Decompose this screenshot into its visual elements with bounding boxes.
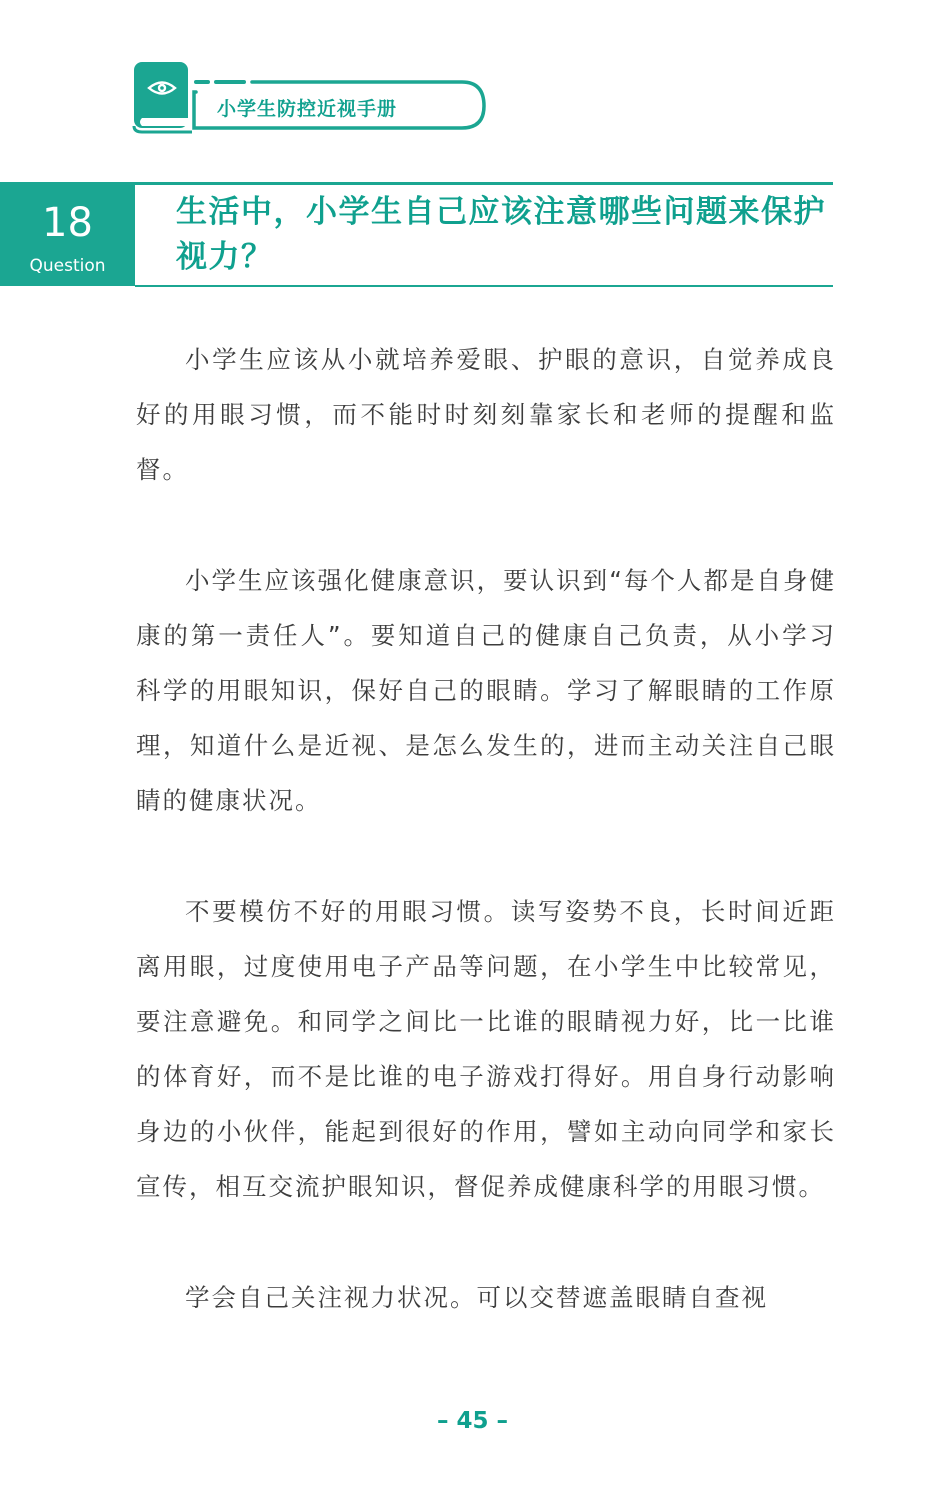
paragraph: 学会自己关注视力状况。可以交替遮盖眼睛自查视 <box>185 1283 768 1312</box>
question-title: 生活中，小学生自己应该注意哪些问题来保护视力？ <box>176 194 826 275</box>
book-header <box>132 60 492 134</box>
paragraph: 小学生应该从小就培养爱眼、护眼的意识，自觉养成良好的用眼习惯，而不能时时刻刻靠家长和老师的提醒和监督。 <box>136 345 836 484</box>
book-title: 小学生防控近视手册 <box>216 98 397 120</box>
eye-icon <box>147 78 177 98</box>
question-badge <box>0 185 135 286</box>
page-number: – 45 – <box>436 1408 509 1434</box>
title-bottom-rule <box>135 285 833 287</box>
question-number: 18 <box>42 200 93 246</box>
paragraph: 小学生应该强化健康意识，要认识到“每个人都是自身健康的第一责任人”。要知道自己的健康自己负责，从小学习科学的用眼知识，保好自己的眼睛。学习了解眼睛的工作原理，知道什么是近视、是怎么发生的，进而主动关注自己眼睛的健康状况。 <box>136 566 836 815</box>
paragraph: 不要模仿不好的用眼习惯。读写姿势不良，长时间近距离用眼，过度使用电子产品等问题，在小学生中比较常见，要注意避免。和同学之间比一比谁的眼睛视力好，比一比谁的体育好，而不是比谁的电子游戏打得好。用自身行动影响身边的小伙伴，能起到很好的作用，譬如主动向同学和家长宣传，相互交流护眼知识，督促养成健康科学的用眼习惯。 <box>136 897 836 1201</box>
question-label: Question <box>29 256 106 276</box>
body-text <box>136 332 836 1381</box>
